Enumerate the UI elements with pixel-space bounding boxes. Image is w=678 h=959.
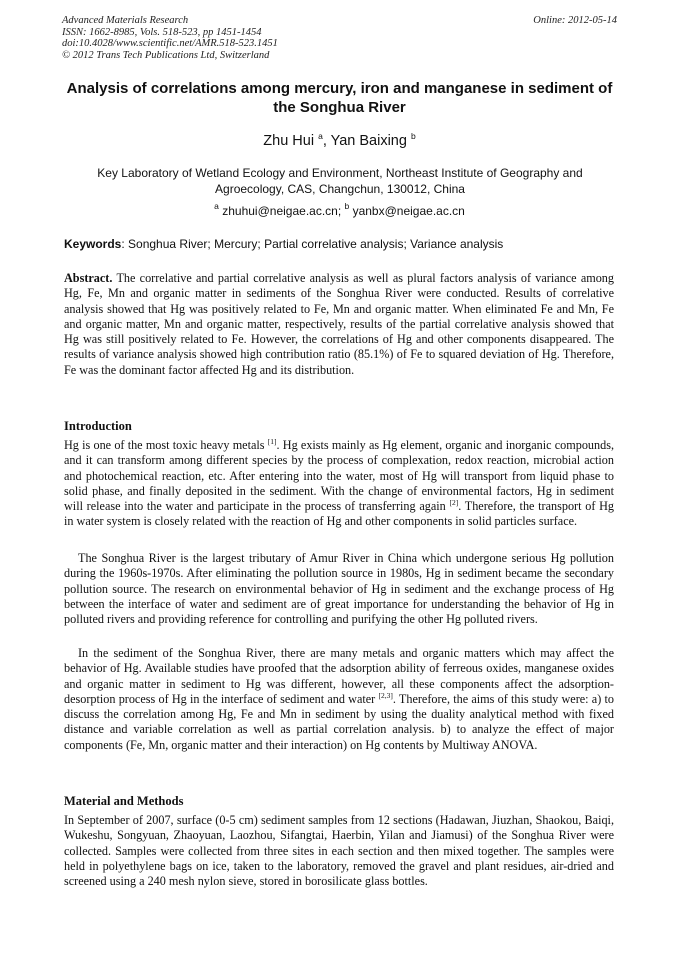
- paragraph-text: . Therefore, the transport of Hg in water system is closely related with the reaction of Hg and other components in solid particles surface.: [64, 499, 614, 529]
- email-line: [62, 201, 617, 218]
- email-sup: a: [214, 201, 219, 211]
- issn-line: ISSN: 1662-8985, Vols. 518-523, pp 1451-1454: [62, 26, 262, 38]
- keywords-label: Keywords: [64, 237, 122, 251]
- journal-name: Advanced Materials Research: [62, 15, 189, 26]
- intro-paragraph-3: [64, 646, 614, 753]
- citation-ref: [2,3]: [378, 690, 393, 700]
- abstract: [64, 271, 614, 378]
- paragraph-text: Hg is one of the most toxic heavy metals: [64, 438, 268, 452]
- paragraph-text: . Hg exists mainly as Hg element, organic and inorganic compounds, and it can transform among different species by the process of complexation, redox reaction, microbial action and photochemical reaction, etc. After entering into the water, most of Hg will transport from liquid phase to solid phase, and finally deposited in the sediment. With the change of environmental factors, Hg in sediment will release into the water and participate in the process of transferring again: [64, 438, 615, 513]
- citation-ref: [2]: [449, 498, 459, 507]
- abstract-text: The correlative and partial correlative analysis as well as plural factors analysis of variance among Hg, Fe, Mn and organic matter in sediments of the Songhua River were conducted. Results of correlative analysis showed that Hg was positively related to Fe, Mn and organic matter. When eliminated Fe and Mn, Fe and organic matter, Mn and organic matter, respectively, results of the partial correlative analysis showed that Hg was still positively related to Fe. However, the correlations of Hg and other components disappeared. The results of variance analysis showed high contribution ratio (85.1%) of Fe to squared deviation of Hg. Therefore, Fe was the dominant factor affected Hg and its distribution.: [64, 271, 614, 377]
- author-name: Zhu Hui: [263, 133, 315, 149]
- author-affil-sup: a: [318, 131, 323, 141]
- keywords-line: [64, 237, 617, 251]
- doi-line: doi:10.4028/www.scientific.net/AMR.518-523.1451: [62, 38, 278, 49]
- copyright-line: © 2012 Trans Tech Publications Ltd, Switzerland: [62, 49, 270, 61]
- author-affil-sup: b: [410, 131, 416, 141]
- section-heading-introduction: Introduction: [64, 419, 132, 433]
- author-separator: ,: [322, 133, 331, 149]
- author-name: Yan Baixing: [330, 133, 407, 149]
- journal-header: [62, 15, 617, 61]
- intro-paragraph-1: [64, 438, 614, 530]
- section-heading-methods: Material and Methods: [64, 794, 184, 808]
- email-address: yanbx@neigae.ac.cn: [352, 204, 465, 218]
- author-list: [62, 131, 617, 149]
- intro-paragraph-2: The Songhua River is the largest tributary of Amur River in China which undergone serious Hg pollution during the 1960s-1970s. After eliminating the pollution source in 1980s, Hg in sediment became the secondary pollution source. The research on environmental behavior of Hg in sediment and the exchange process of Hg between the interface of water and sediment are of great importance for understanding the behavior of Hg in polluted rivers and providing reference for controlling and purifying the other Hg polluted rivers.: [64, 551, 614, 626]
- abstract-label: Abstract.: [64, 271, 113, 285]
- methods-paragraph-1: In September of 2007, surface (0-5 cm) sediment samples from 12 sections (Hadawan, Jiuzhan, Shaokou, Baiqi, Wukeshu, Songyuan, Zhaoyuan, Laozhou, Sifangtai, Haerbin, Yilan and Jiamusi) of the Songhua River were collected. Samples were collected from three sites in each section and then mixed together. The samples were held in polyethylene bags on ice, taken to the laboratory, removed the gravel and plant residues, air-dried and screened using a 240 mesh nylon sieve, stored in borosilicate glass bottles.: [64, 813, 614, 888]
- online-date: Online: 2012-05-14: [533, 15, 617, 26]
- email-sup: b: [344, 201, 350, 211]
- paper-title: Analysis of correlations among mercury, iron and manganese in sediment of the Songhua River: [66, 80, 613, 116]
- citation-ref: [1]: [267, 437, 277, 446]
- paragraph-text: . Therefore, the aims of this study were: a) to discuss the correlation among Hg, Fe and Mn in sediment by using the duality analytical method with fixed distance and variable correlation as well as partial correlation analysis. b) to analyze the effect of major components (Fe, Mn, organic matter and their interaction) on Hg contents by Multiway ANOVA.: [64, 691, 614, 752]
- paragraph-text: In the sediment of the Songhua River, there are many metals and organic matters which may affect the behavior of Hg. Available studies have proofed that the adsorption ability of ferreous oxides, manganese oxides and organic matter in sediment to Hg was different, however, all these components affect the adsorption-desorption process of Hg in the interface of sediment and water: [64, 646, 614, 706]
- affiliation: Key Laboratory of Wetland Ecology and Environment, Northeast Institute of Geography and Agroecology, CAS, Changchun, 130012, China: [97, 166, 583, 196]
- email-address: zhuhui@neigae.ac.cn;: [222, 204, 345, 218]
- keywords-text: : Songhua River; Mercury; Partial correlative analysis; Variance analysis: [121, 237, 504, 251]
